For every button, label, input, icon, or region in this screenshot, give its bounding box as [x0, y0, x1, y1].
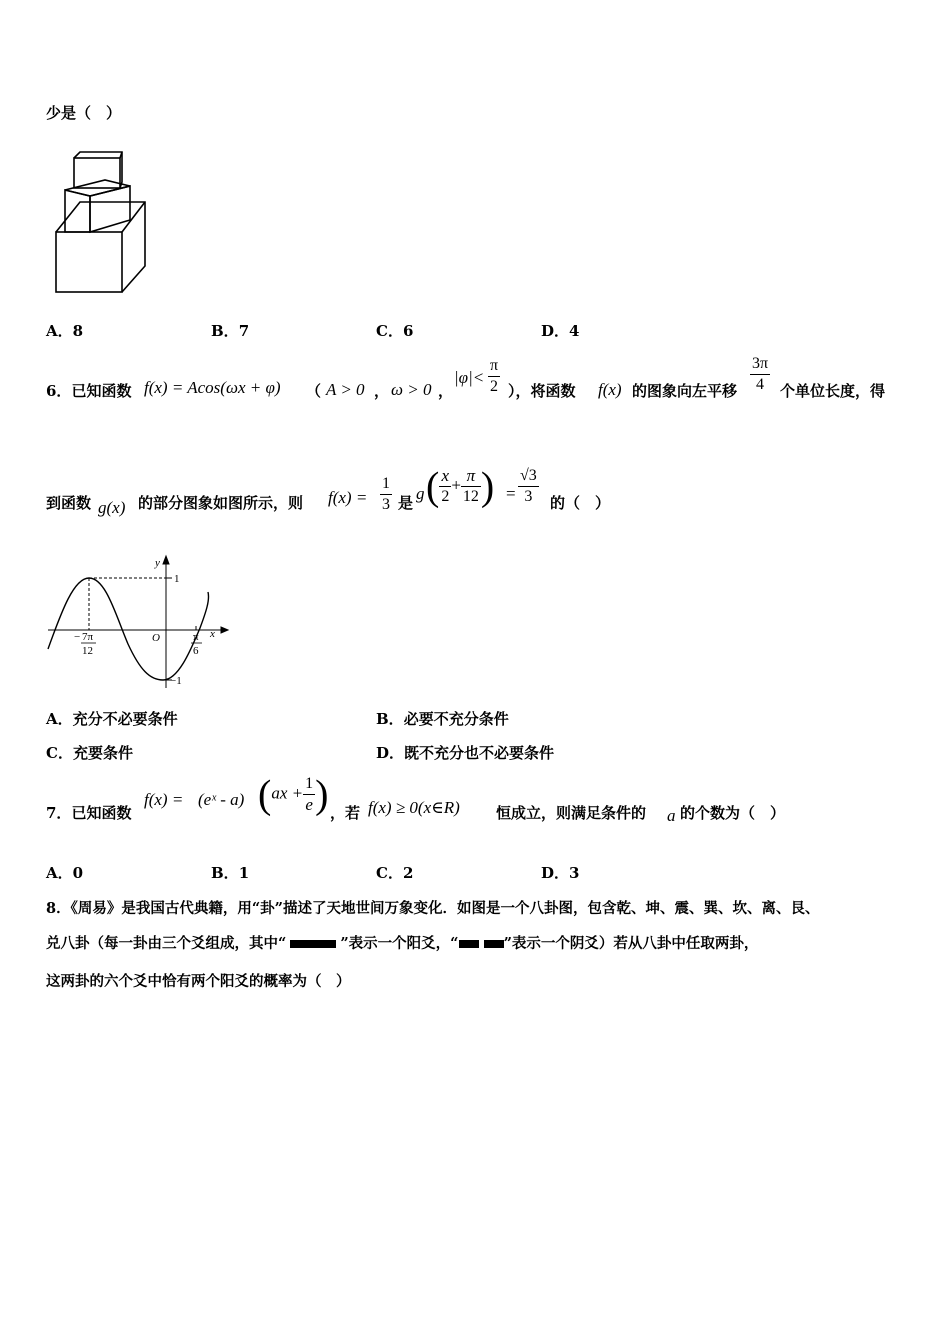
q8-line3: 这两卦的六个爻中恰有两个阳爻的概率为（ ） [46, 973, 351, 990]
q8-line2-a: 兑八卦（每一卦由三个爻组成，其中“ [46, 935, 287, 952]
q8-line2-c: ”表示一个阴爻）若从八卦中任取两卦， [503, 935, 759, 952]
option-value: 充分不必要条件 [72, 710, 178, 728]
q6-text3: 的图象向左平移 [632, 382, 738, 400]
q5-option-d[interactable] [541, 320, 579, 341]
option-key: B． [211, 322, 239, 340]
y-bottom-label: −1 [170, 675, 182, 687]
option-value: 必要不充分条件 [403, 710, 509, 728]
option-key: B． [211, 864, 239, 882]
option-value: 1 [238, 864, 250, 882]
frac-den: 2 [490, 378, 499, 395]
plus-sign: + [451, 475, 461, 495]
tick-left-num: 7π [82, 631, 94, 643]
q6-shift-fraction [750, 354, 770, 395]
q8-line2 [46, 932, 758, 953]
frac-den: 4 [756, 376, 765, 393]
option-value: 0 [72, 864, 84, 882]
q8-line2-b: ”表示一个阳爻，“ [340, 935, 459, 952]
q6-cond-omega: ω > 0 [391, 380, 432, 399]
sine-curve [48, 578, 209, 680]
frac-num: π [488, 356, 500, 377]
frac-den: 12 [462, 488, 479, 505]
option-value: 充要条件 [72, 744, 133, 762]
y-axis-arrow-icon [163, 556, 169, 564]
q7-option-c[interactable] [376, 862, 413, 883]
frac-den: 3 [382, 496, 390, 513]
frac-den: 2 [441, 488, 450, 505]
q6-text4: 个单位长度，得 [780, 382, 886, 400]
q6-equals: = [506, 484, 516, 503]
q6-g-argument: ( $\frac{x}{2}$ + $\frac{\pi}{12}$ ) [426, 463, 495, 509]
q7-factor1: (eˣ - a) [198, 790, 245, 809]
q6-cond-phi: |φ|< [454, 368, 485, 387]
q5-intro: 少是（ ） [46, 104, 122, 122]
option-key: C． [376, 864, 403, 882]
q6-line2-d: 的（ ） [550, 494, 611, 512]
x-axis-arrow-icon [221, 627, 228, 633]
option-value: 3 [569, 864, 580, 882]
q6-fx: f(x) [598, 380, 622, 399]
option-value: 2 [402, 864, 414, 882]
y-top-label: 1 [174, 573, 180, 585]
q6-line2-b: 的部分图象如图所示，则 [138, 494, 304, 512]
frac-den: 3 [524, 488, 533, 505]
q7-number-text [46, 802, 131, 823]
q6-gx: g(x) [98, 498, 126, 517]
option-key: B． [376, 710, 404, 728]
q6-cond-open: （ [306, 382, 322, 400]
q7-text4: 的个数为（ ） [680, 804, 786, 822]
q6-number-text [46, 380, 131, 401]
frac-den: e [305, 795, 313, 814]
frac-num: √3 [518, 466, 539, 487]
option-value: 8 [72, 322, 84, 340]
option-value: 4 [569, 322, 580, 340]
option-key: D． [541, 322, 570, 340]
q6-pi-over-2 [488, 356, 500, 397]
q6-cond-a: A > 0 [326, 380, 365, 399]
tick-left-den: 12 [82, 645, 93, 657]
q6-number: 6． [46, 382, 72, 400]
yin-yao-left-icon [459, 940, 479, 948]
q7-text2: ，若 [330, 804, 361, 822]
q6-graph [44, 552, 234, 692]
option-key: A． [46, 322, 73, 340]
option-value: 7 [238, 322, 250, 340]
q7-func-left: f(x) = [144, 790, 184, 809]
yin-yao-right-icon [484, 940, 504, 948]
option-key: C． [46, 744, 73, 762]
q7-text3: 恒成立，则满足条件的 [496, 804, 647, 822]
q5-option-a[interactable] [46, 320, 83, 341]
q5-option-c[interactable] [376, 320, 413, 341]
option-key: D． [376, 744, 405, 762]
q8-line1: 8．《周易》是我国古代典籍，用“卦”描述了天地世间万象变化．如图是一个八卦图，包含乾、坤、震、巽、坎、离、艮、 [46, 900, 820, 917]
q6-text2: ），将函数 [508, 382, 576, 400]
tick-right-den: 6 [193, 645, 199, 657]
option-key: C． [376, 322, 403, 340]
y-label: y [155, 557, 160, 569]
q7-option-b[interactable] [211, 862, 249, 883]
yang-yao-icon [290, 940, 336, 948]
q7-option-a[interactable] [46, 862, 83, 883]
x-label: x [210, 628, 215, 640]
frac-num: 1 [380, 474, 392, 495]
frac-num: 1 [303, 774, 315, 795]
q6-option-c[interactable] [46, 742, 133, 763]
q7-number: 7． [46, 804, 72, 822]
q6-line2-c: 是 [398, 494, 414, 512]
q6-function: f(x) = Acos(ωx + φ) [144, 378, 281, 397]
option-key: D． [541, 864, 570, 882]
q6-text1: 已知函数 [71, 382, 132, 400]
q5-option-b[interactable] [211, 320, 249, 341]
q6-sep-2: ， [438, 382, 454, 400]
q7-a: a [667, 806, 676, 825]
q6-option-d[interactable] [376, 742, 554, 763]
q6-sqrt3-over-3 [518, 466, 539, 507]
frac-num: 3π [750, 354, 770, 375]
tick-left-sign: − [74, 631, 81, 643]
q6-one-third [380, 474, 392, 515]
q6-option-a[interactable] [46, 708, 178, 729]
q7-text1: 已知函数 [71, 804, 132, 822]
option-value: 6 [402, 322, 414, 340]
origin-label: O [152, 632, 160, 644]
stacked-cubes-figure [50, 150, 150, 296]
q6-line2-a: 到函数 [46, 494, 92, 512]
q7-factor2: (ax + $\frac{1}{e}$ ) [258, 771, 329, 817]
q6-option-b[interactable] [376, 708, 509, 729]
q7-condition: f(x) ≥ 0(x∈R) [368, 798, 460, 817]
frac-num: x [439, 466, 451, 487]
frac-num: π [461, 466, 481, 487]
q6-sep-1: ， [374, 382, 390, 400]
option-value: 既不充分也不必要条件 [404, 744, 555, 762]
q6-g: g [416, 484, 425, 503]
tick-right-num: π [193, 631, 199, 643]
q6-fx-eq: f(x) = [328, 488, 368, 507]
option-key: A． [46, 864, 73, 882]
option-key: A． [46, 710, 73, 728]
factor2-text: ax + [271, 783, 304, 803]
q7-option-d[interactable] [541, 862, 579, 883]
